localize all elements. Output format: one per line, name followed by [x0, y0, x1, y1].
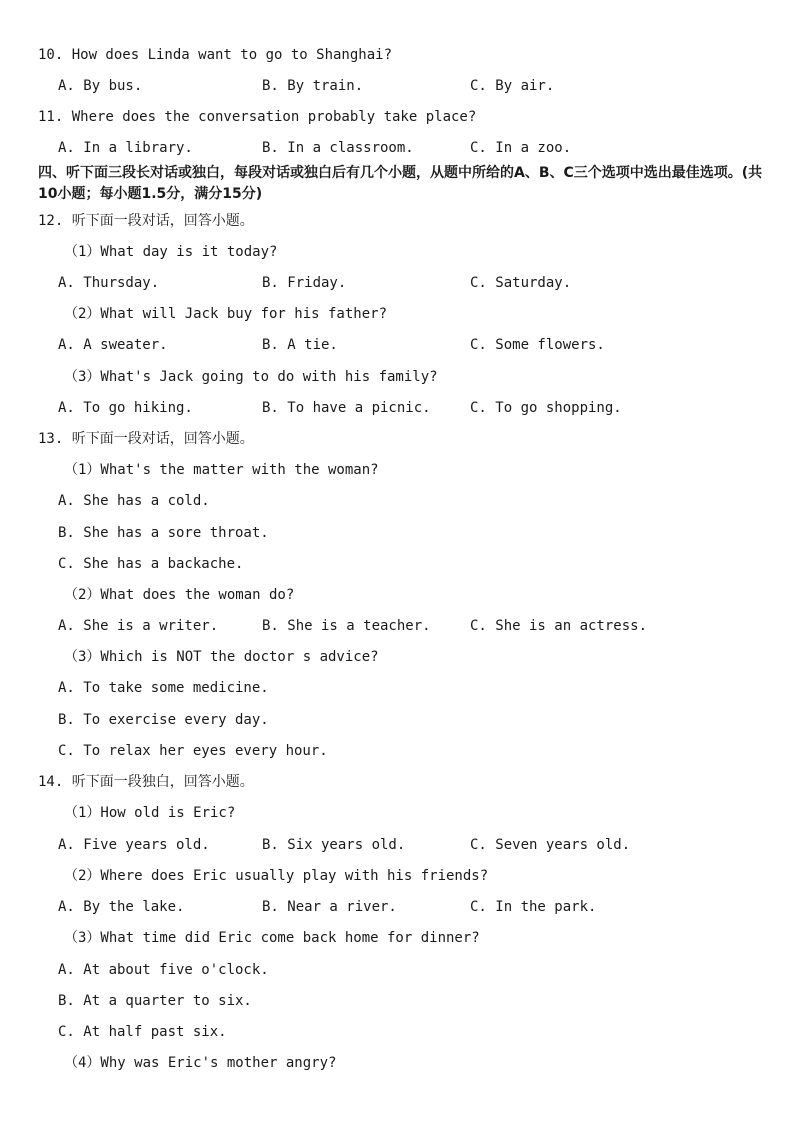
option-a: A. Thursday. [58, 275, 160, 291]
option-c: C. In a zoo. [470, 140, 572, 156]
option-a: A. To take some medicine. [58, 680, 269, 696]
sub-question: （2）Where does Eric usually play with his friends? [64, 868, 489, 884]
question-11: 11. Where does the conversation probably take place? [38, 109, 477, 125]
option-c: C. In the park. [470, 899, 597, 915]
option-a: A. She is a writer. [58, 618, 219, 634]
option-a: A. At about five o'clock. [58, 962, 269, 978]
option-a: A. By the lake. [58, 899, 185, 915]
option-b: B. Six years old. [262, 837, 406, 853]
option-b: B. She has a sore throat. [58, 525, 269, 541]
option-b: B. In a classroom. [262, 140, 414, 156]
question-12-intro: 12. 听下面一段对话，回答小题。 [38, 213, 254, 229]
sub-question: （4）Why was Eric's mother angry? [64, 1055, 337, 1071]
option-a: A. To go hiking. [58, 400, 193, 416]
option-b: B. To exercise every day. [58, 712, 269, 728]
sub-question: （1）What's the matter with the woman? [64, 462, 379, 478]
option-b: B. Near a river. [262, 899, 397, 915]
sub-question: （1）How old is Eric? [64, 805, 236, 821]
option-c: C. At half past six. [58, 1024, 227, 1040]
sub-question: （2）What does the woman do? [64, 587, 295, 603]
sub-question: （1）What day is it today? [64, 244, 278, 260]
option-b: B. At a quarter to six. [58, 993, 252, 1009]
question-13-intro: 13. 听下面一段对话，回答小题。 [38, 431, 254, 447]
option-c: C. Some flowers. [470, 337, 605, 353]
sub-question: （2）What will Jack buy for his father? [64, 306, 388, 322]
option-b: B. She is a teacher. [262, 618, 431, 634]
sub-question: （3）What time did Eric come back home for dinner? [64, 930, 480, 946]
question-10: 10. How does Linda want to go to Shanghai? [38, 47, 393, 63]
option-c: C. She has a backache. [58, 556, 244, 572]
option-a: A. A sweater. [58, 337, 168, 353]
sub-question: （3）What's Jack going to do with his family? [64, 369, 438, 385]
option-c: C. By air. [470, 78, 555, 94]
option-b: B. Friday. [262, 275, 347, 291]
option-c: C. To go shopping. [470, 400, 622, 416]
option-a: A. By bus. [58, 78, 143, 94]
option-a: A. In a library. [58, 140, 193, 156]
option-a: A. She has a cold. [58, 493, 210, 509]
option-c: C. She is an actress. [470, 618, 648, 634]
option-b: B. To have a picnic. [262, 400, 431, 416]
option-c: C. Saturday. [470, 275, 572, 291]
option-a: A. Five years old. [58, 837, 210, 853]
question-14-intro: 14. 听下面一段独白，回答小题。 [38, 774, 254, 790]
sub-question: （3）Which is NOT the doctor s advice? [64, 649, 379, 665]
option-c: C. Seven years old. [470, 837, 631, 853]
option-c: C. To relax her eyes every hour. [58, 743, 328, 759]
section-4-heading: 四、听下面三段长对话或独白，每段对话或独白后有几个小题，从题中所给的A、B、C三个选项中选出最佳选项。(共10小题；每小题1.5分，满分15分) [38, 165, 763, 202]
option-b: B. A tie. [262, 337, 338, 353]
option-b: B. By train. [262, 78, 364, 94]
